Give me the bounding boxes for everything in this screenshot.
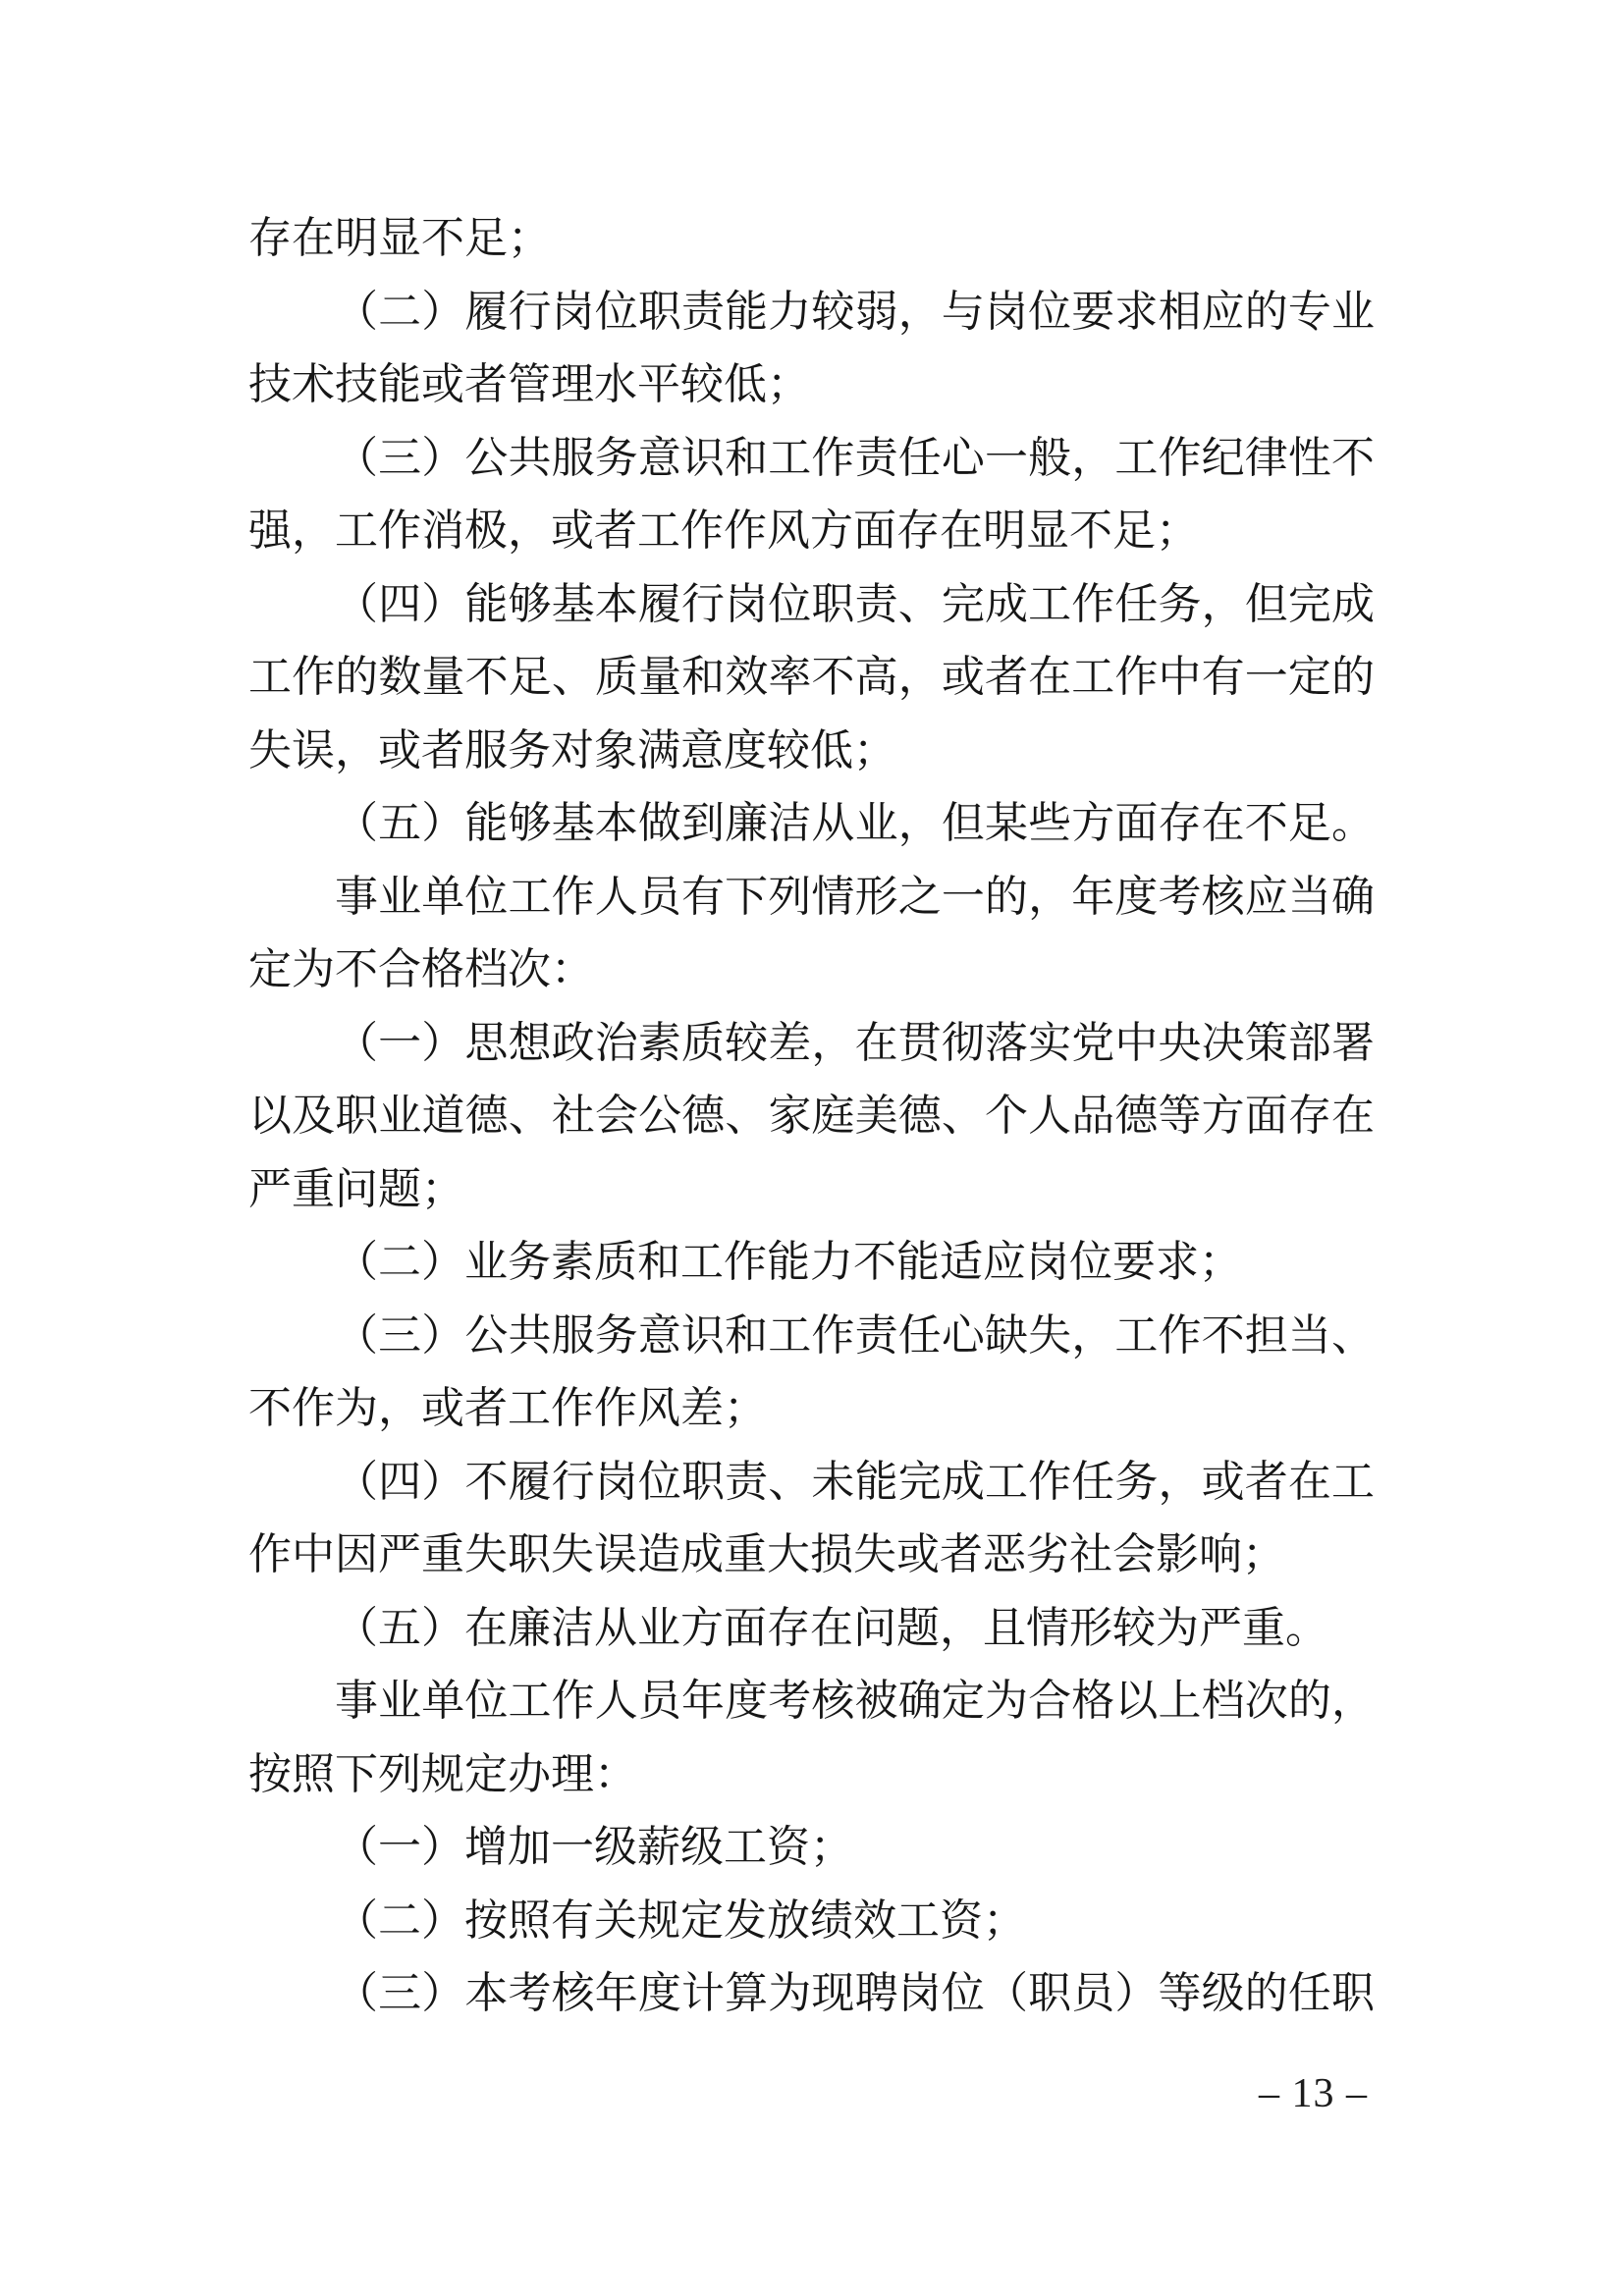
text-line: （三）公共服务意识和工作责任心缺失，工作不担当、	[335, 1310, 1375, 1360]
text-line: （二）履行岗位职责能力较弱，与岗位要求相应的专业	[335, 287, 1375, 336]
text-line: （二）业务素质和工作能力不能适应岗位要求；	[335, 1238, 1242, 1286]
text-line: 存在明显不足；	[248, 214, 551, 262]
text-line: 严重问题；	[248, 1164, 464, 1213]
text-line: （四）能够基本履行岗位职责、完成工作任务，但完成	[335, 579, 1375, 628]
text-line: 按照下列规定办理：	[248, 1749, 637, 1798]
text-line: （三）本考核年度计算为现聘岗位（职员）等级的任职	[335, 1969, 1375, 2017]
text-line: （三）公共服务意识和工作责任心一般，工作纪律性不	[335, 433, 1375, 482]
text-line: 工作的数量不足、质量和效率不高，或者在工作中有一定的	[248, 653, 1375, 701]
text-line: （四）不履行岗位职责、未能完成工作任务，或者在工	[335, 1457, 1375, 1506]
text-line: 技术技能或者管理水平较低；	[248, 360, 810, 408]
text-line: 强，工作消极，或者工作作风方面存在明显不足；	[248, 507, 1199, 555]
text-line: （一）思想政治素质较差，在贯彻落实党中央决策部署	[335, 1018, 1375, 1067]
text-line: 不作为，或者工作作风差；	[248, 1384, 767, 1432]
text-line: （五）在廉洁从业方面存在问题，且情形较为严重。	[335, 1603, 1328, 1652]
text-line: （一）增加一级薪级工资；	[335, 1823, 853, 1871]
page-number: – 13 –	[1259, 2071, 1368, 2116]
text-line: （五）能够基本做到廉洁从业，但某些方面存在不足。	[335, 799, 1375, 847]
text-line: 失误，或者服务对象满意度较低；	[248, 725, 896, 774]
text-line: （二）按照有关规定发放绩效工资；	[335, 1896, 1026, 1945]
text-line: 作中因严重失职失误造成重大损失或者恶劣社会影响；	[248, 1530, 1285, 1578]
text-line: 定为不合格档次：	[248, 945, 594, 993]
text-line: 事业单位工作人员年度考核被确定为合格以上档次的，	[335, 1677, 1375, 1725]
text-line: 事业单位工作人员有下列情形之一的，年度考核应当确	[335, 872, 1375, 921]
document-body	[248, 202, 1375, 2031]
text-line: 以及职业道德、社会公德、家庭美德、个人品德等方面存在	[248, 1092, 1375, 1140]
